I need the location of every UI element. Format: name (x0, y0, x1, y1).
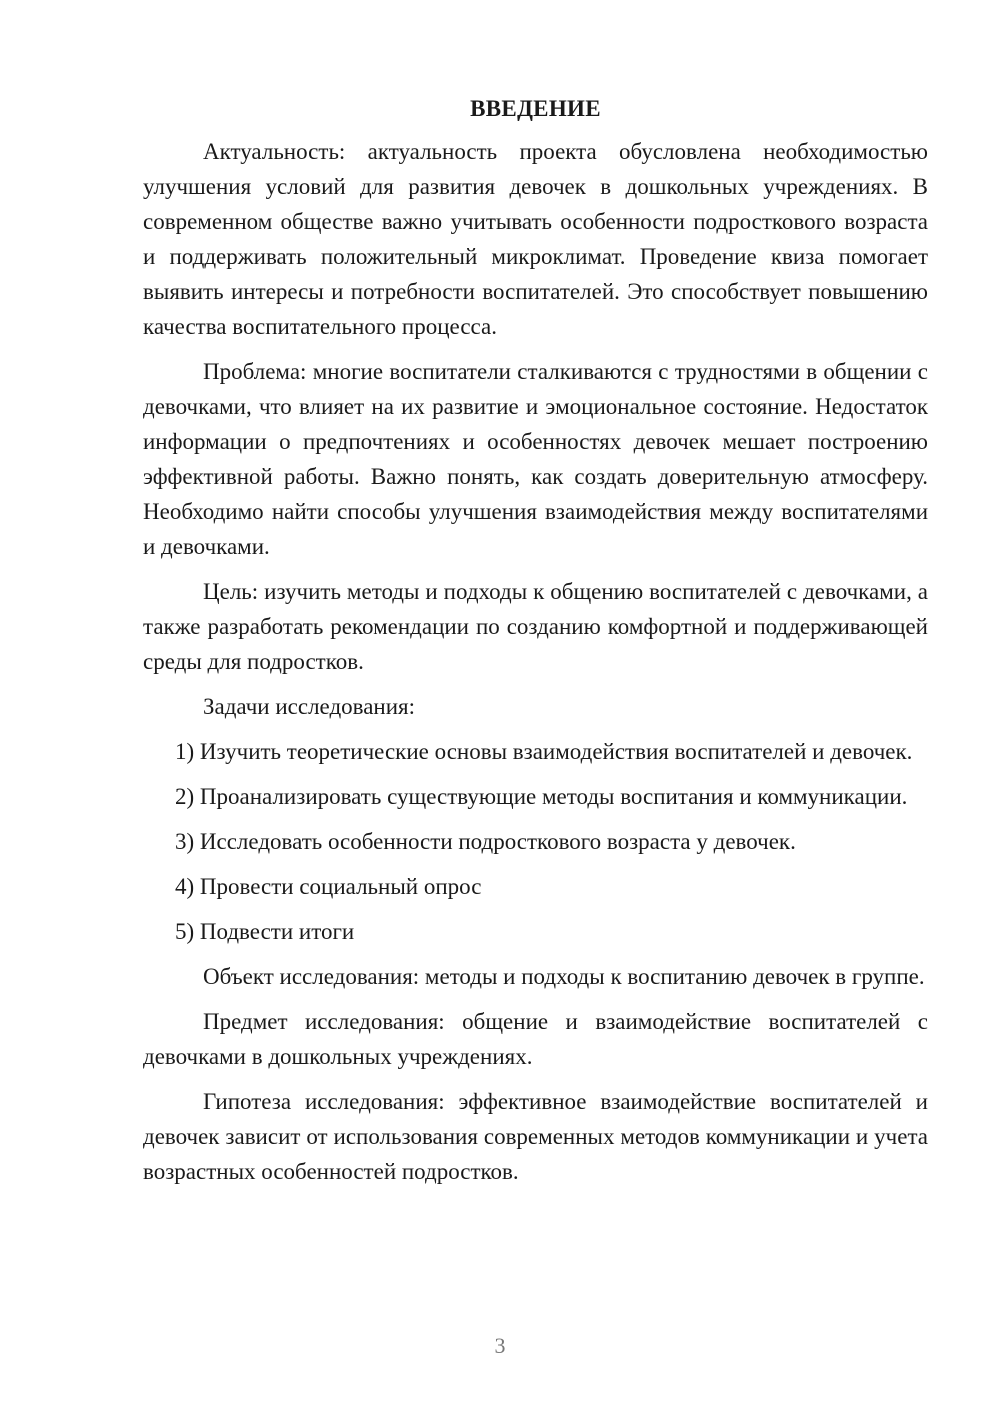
task-item-5: 5) Подвести итоги (175, 919, 355, 944)
paragraph-problem: Проблема: многие воспитатели сталкиваются с трудностями в общении с девочками, что влияет на их развитие и эмоциональное состояние. Недостаток информации о предпочтениях и особенностях девочек мешает построению эффективной работы. Важно понять, как создать доверительную атмосферу. Необходимо найти способы улучшения взаимодействия между воспитателями и девочками. (143, 359, 928, 559)
paragraph-subject: Предмет исследования: общение и взаимодействие воспитателей с девочками в дошкольных учреждениях. (143, 1009, 928, 1069)
paragraph-relevance: Актуальность: актуальность проекта обусловлена необходимостью улучшения условий для развития девочек в дошкольных учреждениях. В современном обществе важно учитывать особенности подросткового возраста и поддерживать положительный микроклимат. Проведение квиза помогает выявить интересы и потребности воспитателей. Это способствует повышению качества воспитательного процесса. (143, 139, 928, 339)
paragraph-goal: Цель: изучить методы и подходы к общению воспитателей с девочками, а также разработать рекомендации по созданию комфортной и поддерживающей среды для подростков. (143, 579, 928, 674)
paragraph-hypothesis: Гипотеза исследования: эффективное взаимодействие воспитателей и девочек зависит от использования современных методов коммуникации и учета возрастных особенностей подростков. (143, 1089, 928, 1184)
task-item-1: 1) Изучить теоретические основы взаимодействия воспитателей и девочек. (175, 739, 913, 764)
task-item-2: 2) Проанализировать существующие методы воспитания и коммуникации. (175, 784, 908, 809)
document-page (143, 94, 928, 1199)
paragraph-tasks-heading: Задачи исследования: (203, 694, 416, 719)
task-item-3: 3) Исследовать особенности подросткового возраста у девочек. (175, 829, 796, 854)
paragraph-object: Объект исследования: методы и подходы к воспитанию девочек в группе. (203, 964, 925, 989)
page-number: 3 (494, 1333, 506, 1358)
page-title: ВВЕДЕНИЕ (470, 96, 601, 121)
task-item-4: 4) Провести социальный опрос (175, 874, 482, 899)
